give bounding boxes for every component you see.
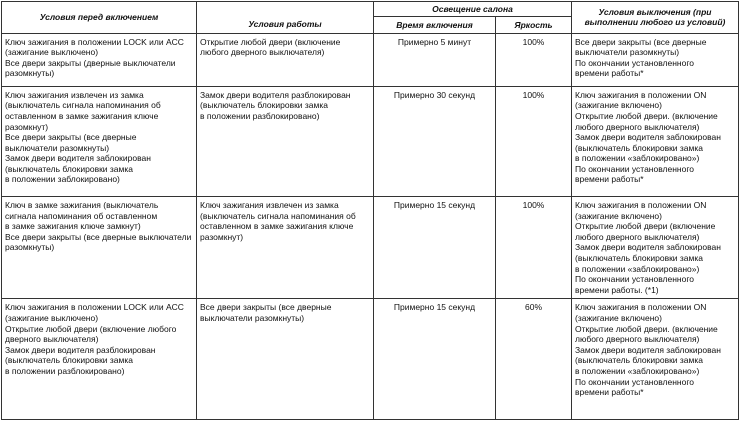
header-row-1 xyxy=(2,2,739,17)
header-blank xyxy=(197,2,374,17)
cell-off-condition: Ключ зажигания в положении ON (зажигание включено) Открытие любой двери. (включение любого дверного выключателя) Замок двери водителя заблокирован (выключатель блокировки замка в положении «заблокировано») По окончании установленного времени работы* xyxy=(572,86,739,196)
cell-operating-condition: Замок двери водителя разблокирован (выключатель блокировки замка в положении разблокировано) xyxy=(197,86,374,196)
header-before-conditions: Условия перед включением xyxy=(2,2,197,34)
cell-brightness: 100% xyxy=(496,33,572,86)
header-off-conditions: Условия выключения (при выполнении любого из условий) xyxy=(572,2,739,34)
cell-on-time: Примерно 5 минут xyxy=(374,33,496,86)
cell-operating-condition: Ключ зажигания извлечен из замка (выключатель сигнала напоминания об оставленном в замке зажигания ключе разомкнут) xyxy=(197,197,374,299)
cell-before-condition: Ключ зажигания в положении LOCK или ACC (зажигание выключено) Все двери закрыты (дверные выключатели разомкнуты) xyxy=(2,33,197,86)
table-row xyxy=(2,197,739,299)
header-on-time: Время включения xyxy=(374,17,496,33)
cell-on-time: Примерно 30 секунд xyxy=(374,86,496,196)
cell-off-condition: Ключ зажигания в положении ON (зажигание включено) Открытие любой двери. (включение любого дверного выключателя) Замок двери водителя заблокирован (выключатель блокировки замка в положении «заблокировано») По окончании установленного времени работы* xyxy=(572,299,739,420)
cell-operating-condition: Открытие любой двери (включение любого дверного выключателя) xyxy=(197,33,374,86)
interior-lighting-table xyxy=(1,1,739,420)
cell-on-time: Примерно 15 секунд xyxy=(374,299,496,420)
cell-operating-condition: Все двери закрыты (все дверные выключатели разомкнуты) xyxy=(197,299,374,420)
table-row xyxy=(2,299,739,420)
header-brightness: Яркость xyxy=(496,17,572,33)
header-interior-lighting: Освещение салона xyxy=(374,2,572,17)
cell-brightness: 100% xyxy=(496,197,572,299)
cell-before-condition: Ключ зажигания извлечен из замка (выключатель сигнала напоминания об оставленном в замке зажигания ключе разомкнут) Все двери закрыты (все дверные выключатели разомкнуты) Замок двери водителя заблокирован (выключатель блокировки замка в положении заблокировано) xyxy=(2,86,197,196)
cell-before-condition: Ключ зажигания в положении LOCK или ACC (зажигание выключено) Открытие любой двери (включение любого дверного выключателя) Замок двери водителя разблокирован (выключатель блокировки замка в положении разблокировано) xyxy=(2,299,197,420)
table-row xyxy=(2,86,739,196)
cell-off-condition: Ключ зажигания в положении ON (зажигание включено) Открытие любой двери (включение любого дверного выключателя) Замок двери водителя заблокирован (выключатель блокировки замка в положении «заблокировано») По окончании установленного времени работы. (*1) xyxy=(572,197,739,299)
cell-before-condition: Ключ в замке зажигания (выключатель сигнала напоминания об оставленном в замке зажигания ключе замкнут) Все двери закрыты (все дверные выключатели разомкнуты) xyxy=(2,197,197,299)
cell-brightness: 60% xyxy=(496,299,572,420)
header-operating-conditions: Условия работы xyxy=(197,17,374,33)
table-row xyxy=(2,33,739,86)
cell-on-time: Примерно 15 секунд xyxy=(374,197,496,299)
cell-brightness: 100% xyxy=(496,86,572,196)
cell-off-condition: Все двери закрыты (все дверные выключатели разомкнуты) По окончании установленного времени работы* xyxy=(572,33,739,86)
